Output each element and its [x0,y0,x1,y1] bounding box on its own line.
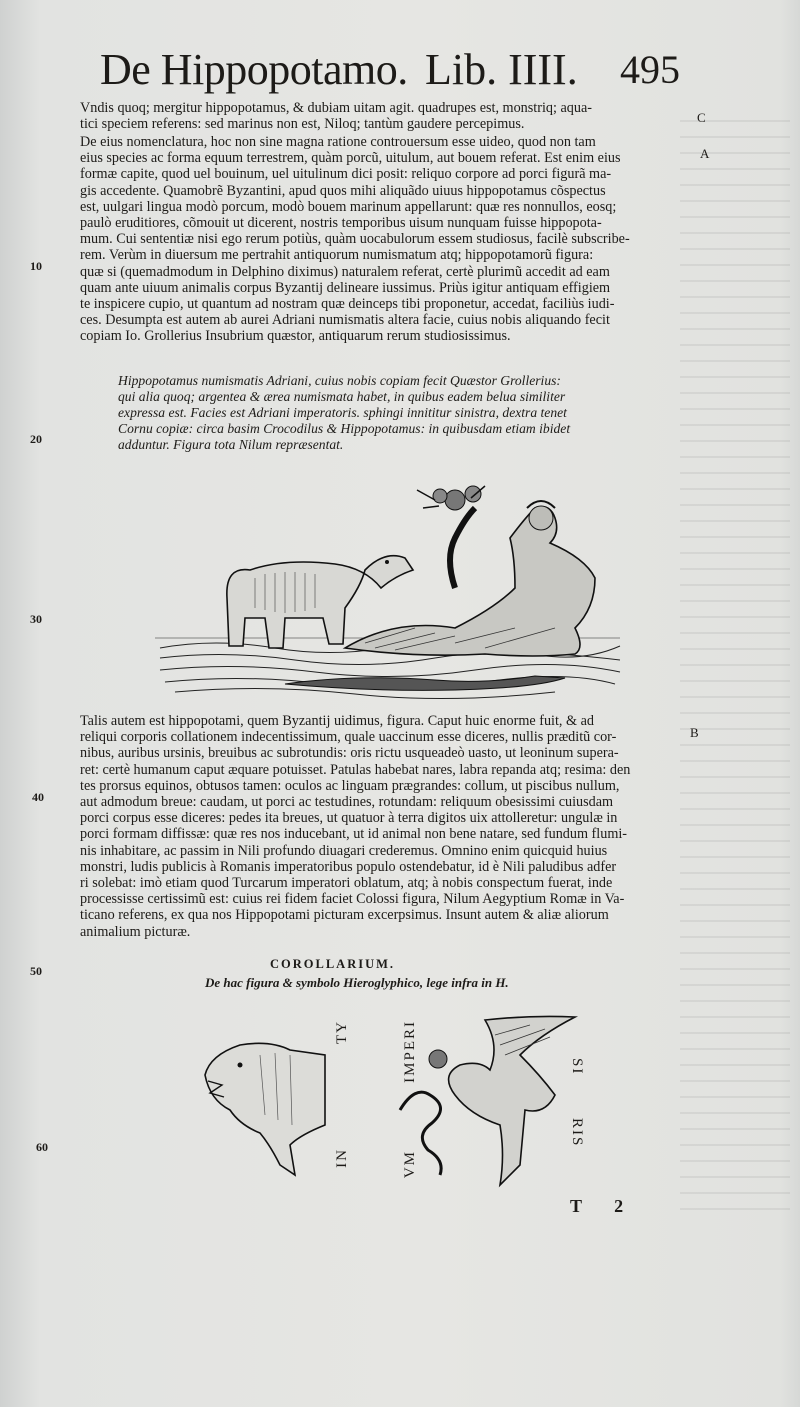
running-title: De Hippopotamo. [100,45,408,94]
text-line: reliqui corporis collationem indecentissimum, quale uaccinum esse diceres, nullis præditũ cor- [80,729,617,746]
line-number-30: 30 [30,612,42,626]
line-number-60: 60 [36,1140,48,1154]
margin-letter-b: B [690,725,699,740]
hippopotamus-head-emblem [205,1043,325,1175]
text-line: processisse certissimũ est: cuius rei fidem faciet Colossi figura, Nilum Aegyptium Romæ in Va- [80,891,625,908]
text-line: rem. Verùm in diuersum me pertrahit antiquorum numismatum atq; hippopotamorũ figura: [80,247,594,264]
caption-line: expressa est. Facies est Adriani imperatoris. sphingi innititur sinistra, dextra tenet [118,405,567,420]
text-line: monstri, ludis publicis à Romanis imperatoribus populo ostendebatur, id è Nili paludibus adfer [80,858,617,875]
caption-line: Cornu copiæ: circa basim Crocodilus & Hippopotamus: in quibusdam etiam ibidet [118,421,571,436]
hieroglyphic-emblems-woodcut [200,1015,580,1190]
corollarium-heading: COROLLARIUM. [270,957,396,971]
text-line: quam ante uiuum animalis corpus Byzantij delineare iussimus. Priùs igitur antiquam effigiem [80,279,611,296]
emblem-label-vm: VM [402,1150,418,1179]
paragraph-description [80,713,680,940]
line-number-20: 20 [30,432,42,446]
line-number-40: 40 [32,790,44,804]
book-number: Lib. IIII. [425,45,578,94]
text-line: nibus, auribus ursinis, breuibus ac subrotundis: oris rictu usqueadeò uasto, ut leoninum supera- [80,745,619,762]
paragraph-intro [80,100,680,132]
page-number: 495 [620,47,680,92]
text-line: te inspicere cupio, ut quantum ad nostram quæ deinceps tibi proponetur, accedat, faciliùs iudi- [80,296,615,313]
nile-hippopotamus-woodcut [155,478,625,706]
text-line: porci corpus esse diceres: pedes ita breues, ut quatuor à terra digitos uix attolleretur: ungulæ in [80,810,618,827]
text-line: ticano referens, ex qua nos Hippopotami picturam excerpsimus. Insunt autem & aliæ aliorum [80,907,609,924]
text-line: nis inhabitare, ac passim in Nili profundo diuagari crederemus. Omnino enim quicquid huius [80,842,608,859]
text-line: gis accedente. Quamobrẽ Byzantini, apud quos mihi aliquãdo uiuus hippopotamus cõspectus [80,182,606,199]
text-line: paulò eruditiores, cõmouit ut dicerent, nostris temporibus uisum nunquam fuisse hippopota- [80,215,602,232]
text-line: est, uulgari lingua modò porcum, modò bouem marinum appellarunt: quæ res nonnullos, eosq; [80,198,617,215]
margin-letter-c: C [697,110,706,125]
text-line: Talis autem est hippopotami, quem Byzantij uidimus, figura. Caput huic enorme fuit, & ad [80,713,594,729]
emblem-label-si: SI [569,1058,585,1076]
emblem-label-in: IN [334,1148,350,1168]
caption-line: adduntur. Figura tota Nilum repræsentat. [118,437,344,452]
text-line: De eius nomenclatura, hoc non sine magna ratione controuersum esse uideo, quod non tam [80,134,596,150]
corollarium-subtitle: De hac figura & symbolo Hieroglyphico, lege infra in H. [205,975,509,990]
text-line: animalium picturæ. [80,923,191,940]
signature-mark: T 2 [570,1196,638,1216]
bleed-through-shadow [680,120,790,1220]
text-line: eius species ac forma equum terrestrem, quàm porcũ, uitulum, aut bouem referat. Est enim eius [80,150,621,167]
text-line: porci formam diffissæ: quæ res nos inducebant, ut id animal non bene natare, sed fundum flumi- [80,826,628,843]
text-line: ri solebat: imò etiam quod Turcarum imperatori oblatum, atq; à nobis conspectum fuerat, inde [80,875,613,892]
text-line: tici speciem referens: sed marinus non est, Niloq; tantùm gaudere percepimus. [80,116,525,133]
text-line: ret: certè humanum caput æquare potuisset. Patulas habebat nares, labra repanda atq; resima: den [80,761,631,778]
caption-line: qui alia quoq; argentea & ærea numismata habet, in quibus eadem belua similiter [118,389,566,404]
caption-line: Hippopotamus numismatis Adriani, cuius nobis copiam fecit Quæstor Grollerius: [118,373,561,388]
text-line: tes prorsus equinos, obtusos tamen: oculos ac linguam prægrandes: collum, ut piscibus nullum, [80,777,620,794]
text-line: quæ si (quemadmodum in Delphino diximus) naturalem referat, certè plurimũ accedit ad eam [80,263,610,280]
emblem-label-ris: RIS [569,1118,585,1148]
line-number-10: 10 [30,259,42,273]
page-header [100,44,690,96]
crocodile-figure [285,676,565,690]
hawk-serpent-emblem [400,1016,575,1185]
text-line: formæ capite, quod uel bouinum, uel uitulinum dici posit: reliquo corpore ad porci figurã ma- [80,166,612,183]
emblem-label-imperi: IMPERI [402,1020,418,1083]
text-line: copiam Io. Grollerius Insubrium quæstor, antiquarum rerum studiosissimus. [80,328,511,345]
cornucopia-figure [417,486,485,588]
text-line: ces. Desumpta est autem ab aurei Adriani numismatis altera facie, cuius nobis aliquando fecit [80,312,610,329]
margin-letter-a: A [700,146,710,161]
coin-caption [118,373,658,453]
emblem-label-ty: TY [334,1020,350,1044]
line-number-50: 50 [30,964,42,978]
text-line: mum. Cui sententiæ nisi ego rerum potiùs, quàm uocabulorum essem studiosus, facilè subscribe- [80,231,630,248]
text-line: aut admodum breue: caudam, ut porci ac testudines, rotundam: reliquum obesissimi cuiusdam [80,794,614,811]
paragraph-nomenclature [80,134,680,345]
text-line: Vndis quoq; mergitur hippopotamus, & dubiam uitam agit. quadrupes est, monstriq; aqua- [80,100,592,116]
